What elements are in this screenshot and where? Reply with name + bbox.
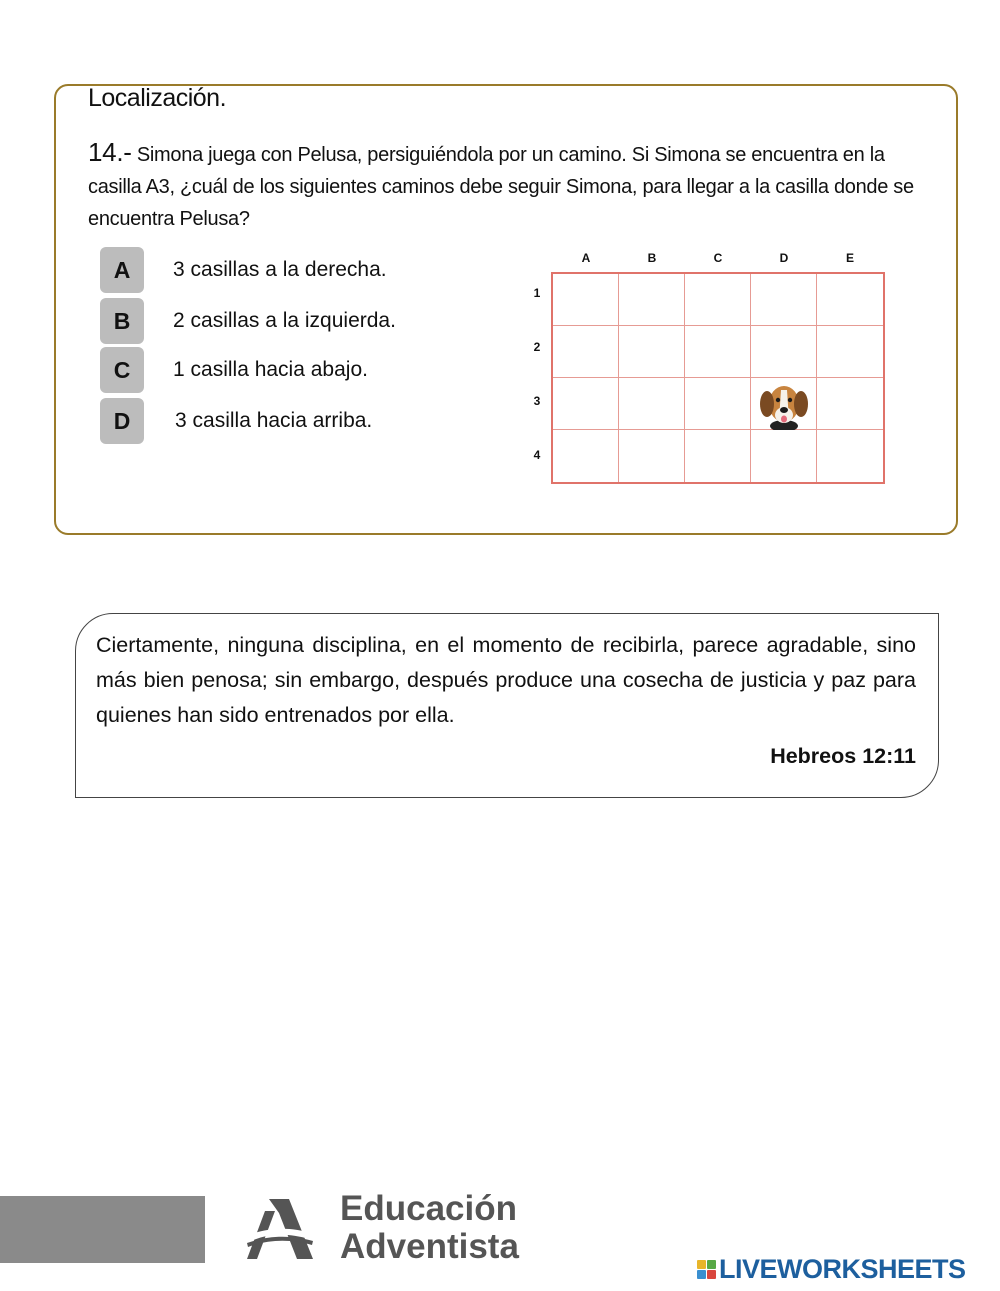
grid-cell [817,430,883,482]
grid-cell [751,274,817,326]
grid-cell [619,326,685,378]
column-label: B [647,251,657,265]
option-text: 1 casilla hacia abajo. [173,358,368,381]
column-label: D [779,251,789,265]
option-c[interactable] [100,347,368,393]
location-grid [520,248,890,488]
option-text: 3 casillas a la derecha. [173,258,387,281]
row-label: 2 [533,340,541,354]
row-label: 1 [533,286,541,300]
section-title: Localización. [88,84,227,112]
grid-cell [553,430,619,482]
question-number: 14.- [88,137,132,167]
liveworksheets-brand[interactable] [697,1254,966,1285]
grid-cell [619,378,685,430]
footer-gray-bar [0,1196,205,1263]
grid-cell [751,430,817,482]
logo-line-1: Educación [340,1189,517,1228]
grid-cell [817,274,883,326]
option-letter[interactable]: C [100,347,144,393]
option-letter[interactable]: B [100,298,144,344]
grid-cell-d3 [751,378,817,430]
grid-cell [685,430,751,482]
liveworksheets-text[interactable]: LIVEWORKSHEETS [719,1254,966,1284]
educacion-adventista-logo-icon [245,1197,315,1261]
option-a[interactable] [100,247,387,293]
grid-cell [817,378,883,430]
option-d[interactable] [100,398,372,444]
row-label: 3 [533,394,541,408]
option-b[interactable] [100,298,396,344]
grid-cell [685,274,751,326]
verse-reference: Hebreos 12:11 [770,744,916,768]
option-text: 3 casilla hacia arriba. [175,409,373,432]
grid-cell [685,378,751,430]
grid-cell [553,274,619,326]
grid-cells [551,272,885,484]
question-text [88,136,918,235]
grid-cell [817,326,883,378]
grid-cell [619,274,685,326]
column-label: A [581,251,591,265]
option-letter[interactable]: A [100,247,144,293]
row-label: 4 [533,448,541,462]
question-body: Simona juega con Pelusa, persiguiéndola por un camino. Si Simona se encuentra en la casilla A3, ¿cuál de los siguientes caminos debe seguir Simona, para llegar a la casilla donde se encuentra Pelusa? [88,144,914,230]
column-label: C [713,251,723,265]
verse-text: Ciertamente, ninguna disciplina, en el momento de recibirla, parece agradable, sino más bien penosa; sin embargo, después produce una cosecha de justicia y paz para quienes han sido entrenados por ella. [96,633,916,727]
dog-icon [757,380,811,430]
grid-cell [751,326,817,378]
educacion-adventista-logo-text [340,1190,519,1266]
liveworksheets-icon [697,1260,716,1279]
grid-cell [553,326,619,378]
option-text: 2 casillas a la izquierda. [173,309,396,332]
grid-cell [619,430,685,482]
grid-cell [553,378,619,430]
grid-cell [685,326,751,378]
logo-line-2: Adventista [340,1227,519,1266]
column-label: E [845,251,854,265]
option-letter[interactable]: D [100,398,144,444]
